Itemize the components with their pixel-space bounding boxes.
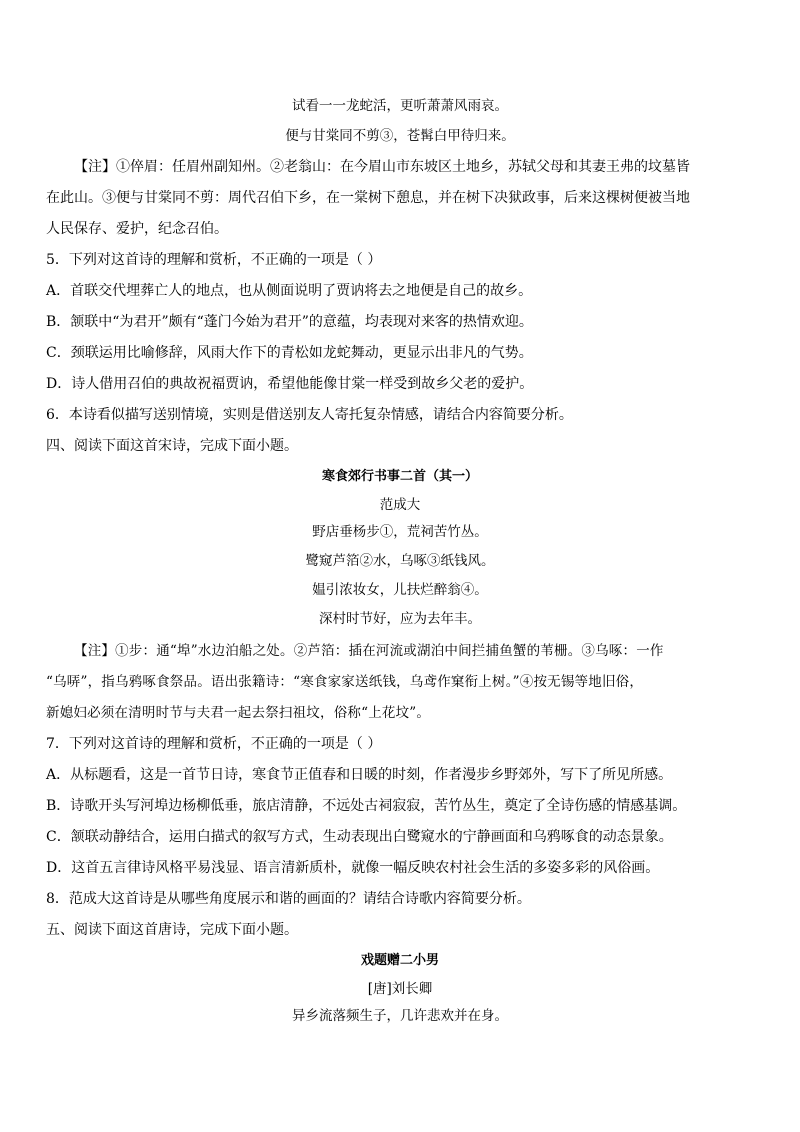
question-5-option-b: B．颔联中“为君开”颇有“蓬门今始为君开”的意蕴，均表现对来客的热情欢迎。 [46, 314, 533, 330]
question-5-option-a: A．首联交代埋葬亡人的地点，也从侧面说明了贾讷将去之地便是自己的故乡。 [46, 283, 533, 299]
note1-line: 人民保存、爱护，纪念召伯。 [46, 221, 228, 237]
question-7-option-a: A．从标题看，这是一首节日诗，寒食节正值春和日暖的时刻，作者漫步乡野郊外，写下了所见所感。 [46, 767, 673, 783]
poem2-line: 媪引浓妆女，儿扶烂醉翁④。 [312, 582, 488, 598]
poem2-line: 野店垂杨步①，荒祠苦竹丛。 [312, 524, 488, 540]
question-8: 8．范成大这首诗是从哪些角度展示和谐的画面的？请结合诗歌内容简要分析。 [46, 891, 531, 907]
note2-line: 新媳妇必须在清明时节与夫君一起去祭扫祖坟，俗称“上花坟”。 [46, 705, 431, 721]
question-5-option-c: C．颈联运用比喻修辞，风雨大作下的青松如龙蛇舞动，更显示出非凡的气势。 [46, 345, 533, 361]
question-5-stem: 5．下列对这首诗的理解和赏析，不正确的一项是（ ） [46, 252, 382, 268]
poem3-author: [唐]刘长卿 [367, 981, 433, 997]
note2-line: 【注】①步：通“埠”水边泊船之处。②芦箔：插在河流或湖泊中间拦捕鱼蟹的苇栅。③乌啄：一作 [74, 643, 664, 659]
note1-line: 在此山。③便与甘棠同不剪：周代召伯下乡，在一棠树下憩息，并在树下决狱政事，后来这棵树便被当地 [46, 190, 690, 206]
note2-line: “乌哢”，指乌鸦啄食祭品。语出张籍诗：“寒食家家送纸钱，乌鸢作窠衔上树。”④按无锡等地旧俗， [46, 674, 644, 690]
poem3-title: 戏题赠二小男 [360, 953, 439, 968]
poem2-line: 鹭窥芦箔②水，乌啄③纸钱风。 [305, 553, 495, 569]
poem2-title: 寒食郊行书事二首（其一） [321, 469, 478, 484]
question-7-option-b: B．诗歌开头写河埠边杨柳低垂，旅店清静，不远处古祠寂寂，苦竹丛生，奠定了全诗伤感的情感基调。 [46, 798, 687, 814]
question-5-option-d: D．诗人借用召伯的典故祝福贾讷，希望他能像甘棠一样受到故乡父老的爱护。 [46, 376, 534, 392]
poem1-line: 便与甘棠同不剪③，苍髯白甲待归来。 [285, 128, 515, 144]
poem2-line: 深村时节好，应为去年丰。 [319, 611, 481, 627]
question-6: 6．本诗看似描写送别情境，实则是借送别友人寄托复杂情感，请结合内容简要分析。 [46, 407, 573, 423]
poem3-line: 异乡流落频生子，几许悲欢并在身。 [292, 1008, 508, 1024]
section-4-heading: 四、阅读下面这首宋诗，完成下面小题。 [46, 438, 298, 454]
poem2-author: 范成大 [379, 497, 421, 513]
section-5-heading: 五、阅读下面这首唐诗，完成下面小题。 [46, 922, 298, 938]
note1-line: 【注】①倅眉：任眉州副知州。②老翁山：在今眉山市东坡区土地乡，苏轼父母和其妻王弗的坟墓皆 [74, 159, 690, 175]
question-7-option-d: D．这首五言律诗风格平易浅显、语言清新质朴，就像一幅反映农村社会生活的多姿多彩的风俗画。 [46, 860, 660, 876]
question-7-option-c: C．颔联动静结合，运用白描式的叙写方式，生动表现出白鹭窥水的宁静画面和乌鸦啄食的动态景象。 [46, 829, 673, 845]
question-7-stem: 7．下列对这首诗的理解和赏析，不正确的一项是（ ） [46, 736, 382, 752]
poem1-line: 试看一一龙蛇活，更听萧萧风雨哀。 [292, 98, 508, 114]
